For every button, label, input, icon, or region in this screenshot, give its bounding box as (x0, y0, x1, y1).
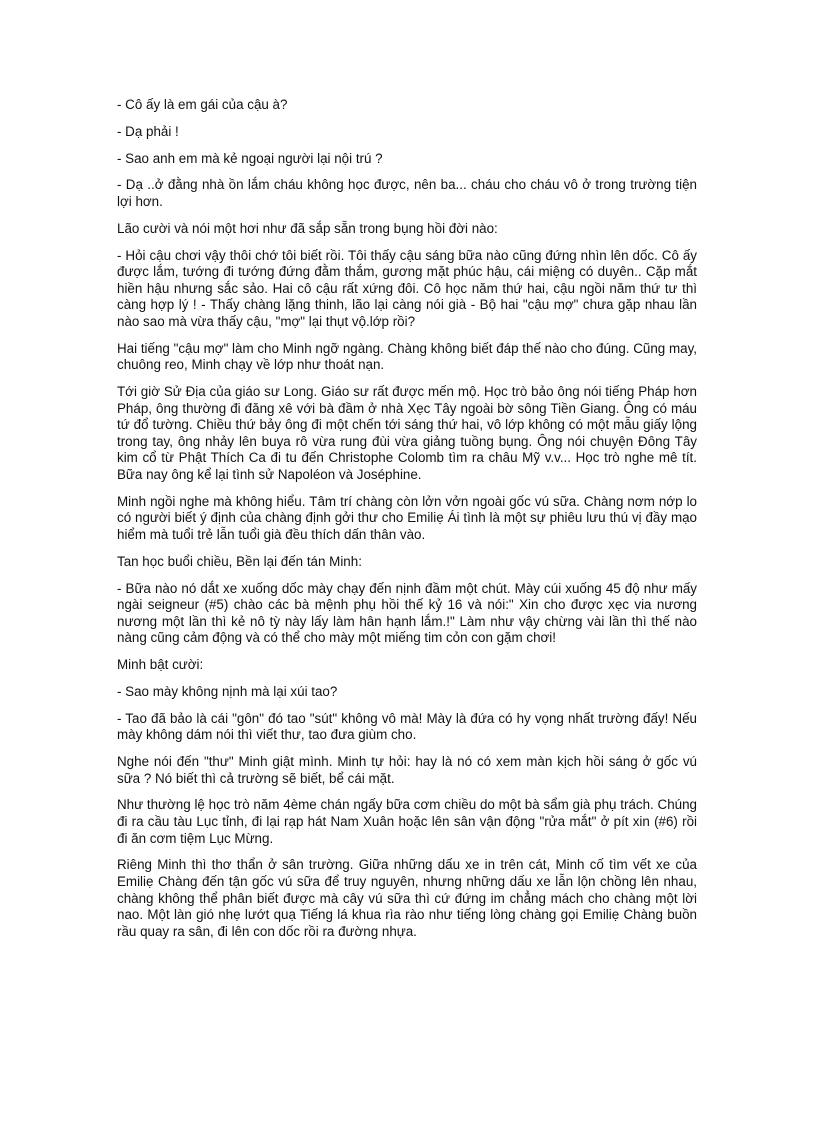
paragraph: - Sao anh em mà kẻ ngoại người lại nội trú ? (117, 150, 383, 166)
paragraph: Minh bật cười: (117, 657, 204, 673)
document-page (117, 97, 697, 951)
paragraph: - Dạ phải ! (117, 123, 179, 139)
paragraph: Hai tiếng "cậu mợ" làm cho Minh ngỡ ngàng. Chàng không biết đáp thế nào cho đúng. Cũng may, chuông reo, Minh chạy về lớp như thoát nạn. (117, 340, 697, 373)
paragraph: - Tao đã bảo là cái "gôn" đó tao "sút" không vô mà! Mày là đứa có hy vọng nhất trường đấy! Nếu mày không dám nói thì viết thư, tao đưa giùm cho. (117, 710, 697, 743)
paragraph: - Dạ ..ở đằng nhà ồn lắm cháu không học được, nên ba... cháu cho cháu vô ở trong trường tiện lợi hơn. (117, 177, 697, 209)
paragraph: Riêng Minh thì thơ thẩn ở sân trường. Giữa những dấu xe in trên cát, Minh cố tìm vết xe của Emiliẹ Chàng đến tận gốc vú sữa để truy nguyên, nhưng những dấu xe lẫn lộn chồng lên nhau, chàng không thể phân biết được mà cây vú sữa thì cứ đứng im chẳng mách cho chàng một lời nao. Một làn gió nhẹ lướt quạ Tiếng lá khua rìa rào như tiếng lòng chàng gọi Emiliẹ Chàng buồn rầu quay ra sân, đi lên con dốc rồi ra đường nhựa. (117, 857, 697, 939)
paragraph: - Cô ấy là em gái của cậu à? (117, 97, 288, 112)
paragraph: - Sao mày không nịnh mà lại xúi tao? (117, 683, 338, 699)
paragraph: Minh ngồi nghe mà không hiểu. Tâm trí chàng còn lởn vởn ngoài gốc vú sữa. Chàng nơm nớp lo có người biết ý định của chàng định gởi thư cho Emiliẹ Ái tình là một sự phiêu lưu thú vị đầy mạo hiểm mà tuổi trẻ lẫn tuổi già đều thích dấn thân vào. (117, 493, 697, 542)
paragraph: Tới giờ Sử Địa của giáo sư Long. Giáo sư rất được mến mộ. Học trò bảo ông nói tiếng Pháp hơn Pháp, ông thường đi đăng xê với bà đầm ở nhà Xẹc Tây ngoài bờ sông Tiền Giang. Ông có máu tứ đổ tường. Chiều thứ bảy ông đi một chến tới sáng thứ hai, vô lớp không có một mẫu giấy lộng trong tay, ông nhảy lên buya rô vừa rung đùi vừa giảng tuồng bụng. Ông nói chuyện Đông Tây kim cổ từ Phật Thích Ca đi tu đến Christophe Colomb tìm ra châu Mỹ v.v... Học trò nghe mê tít. Bữa nay ông kể lại tình sử Napoléon và Joséphine. (117, 384, 697, 482)
paragraph: - Hỏi cậu chơi vậy thôi chớ tôi biết rồi. Tôi thấy cậu sáng bữa nào cũng đứng nhìn lên dốc. Cô ấy được lắm, tướng đi tướng đứng đằm thắm, gương mặt phúc hậu, cái miệng có duyên.. Cặp mắt hiền hậu nhưng sắc sảo. Hai cô cậu rất xứng đôi. Cô học năm thứ hai, cậu ngồi năm thứ tư thì càng hợp lý ! - Thấy chàng lặng thinh, lão lại càng nói già - Bộ hai "cậu mợ" chưa gặp nhau lần nào sao mà vừa thấy cậu, "mợ" lại thụt vộ.lớp rồi? (117, 247, 697, 329)
paragraph: Như thường lệ học trò năm 4ème chán ngấy bữa cơm chiều do một bà sẩm già phụ trách. Chúng đi ra cầu tàu Lục tỉnh, đi lại rạp hát Nam Xuân hoặc lên sân vận động "rửa mắt" ở pít xin (#6) rồi đi ăn cơm tiệm Lục Mừng. (117, 797, 697, 846)
paragraph: Nghe nói đến "thư" Minh giật mình. Minh tự hỏi: hay là nó có xem màn kịch hồi sáng ở gốc vú sữa ? Nó biết thì cả trường sẽ biết, bể cái mặt. (117, 754, 697, 786)
paragraph: - Bữa nào nó dắt xe xuống dốc mày chạy đến nịnh đầm một chút. Mày cúi xuống 45 độ như mấy ngài seigneur (#5) chào các bà mệnh phụ hồi thế kỷ 16 và nói:" Xin cho được xẹc via nương nương một lần thì kẻ nô tỳ này lấy làm hân hạnh lắm.!" Làm như vậy chừng vài lần thì thế nào nàng cũng cảm động và có thể cho mày một miếng tim cỏn con gặm chơi! (117, 580, 697, 646)
paragraph: Lão cười và nói một hơi như đã sắp sẵn trong bụng hồi đời nào: (117, 220, 498, 236)
paragraph: Tan học buổi chiều, Bền lại đến tán Minh: (117, 553, 362, 569)
